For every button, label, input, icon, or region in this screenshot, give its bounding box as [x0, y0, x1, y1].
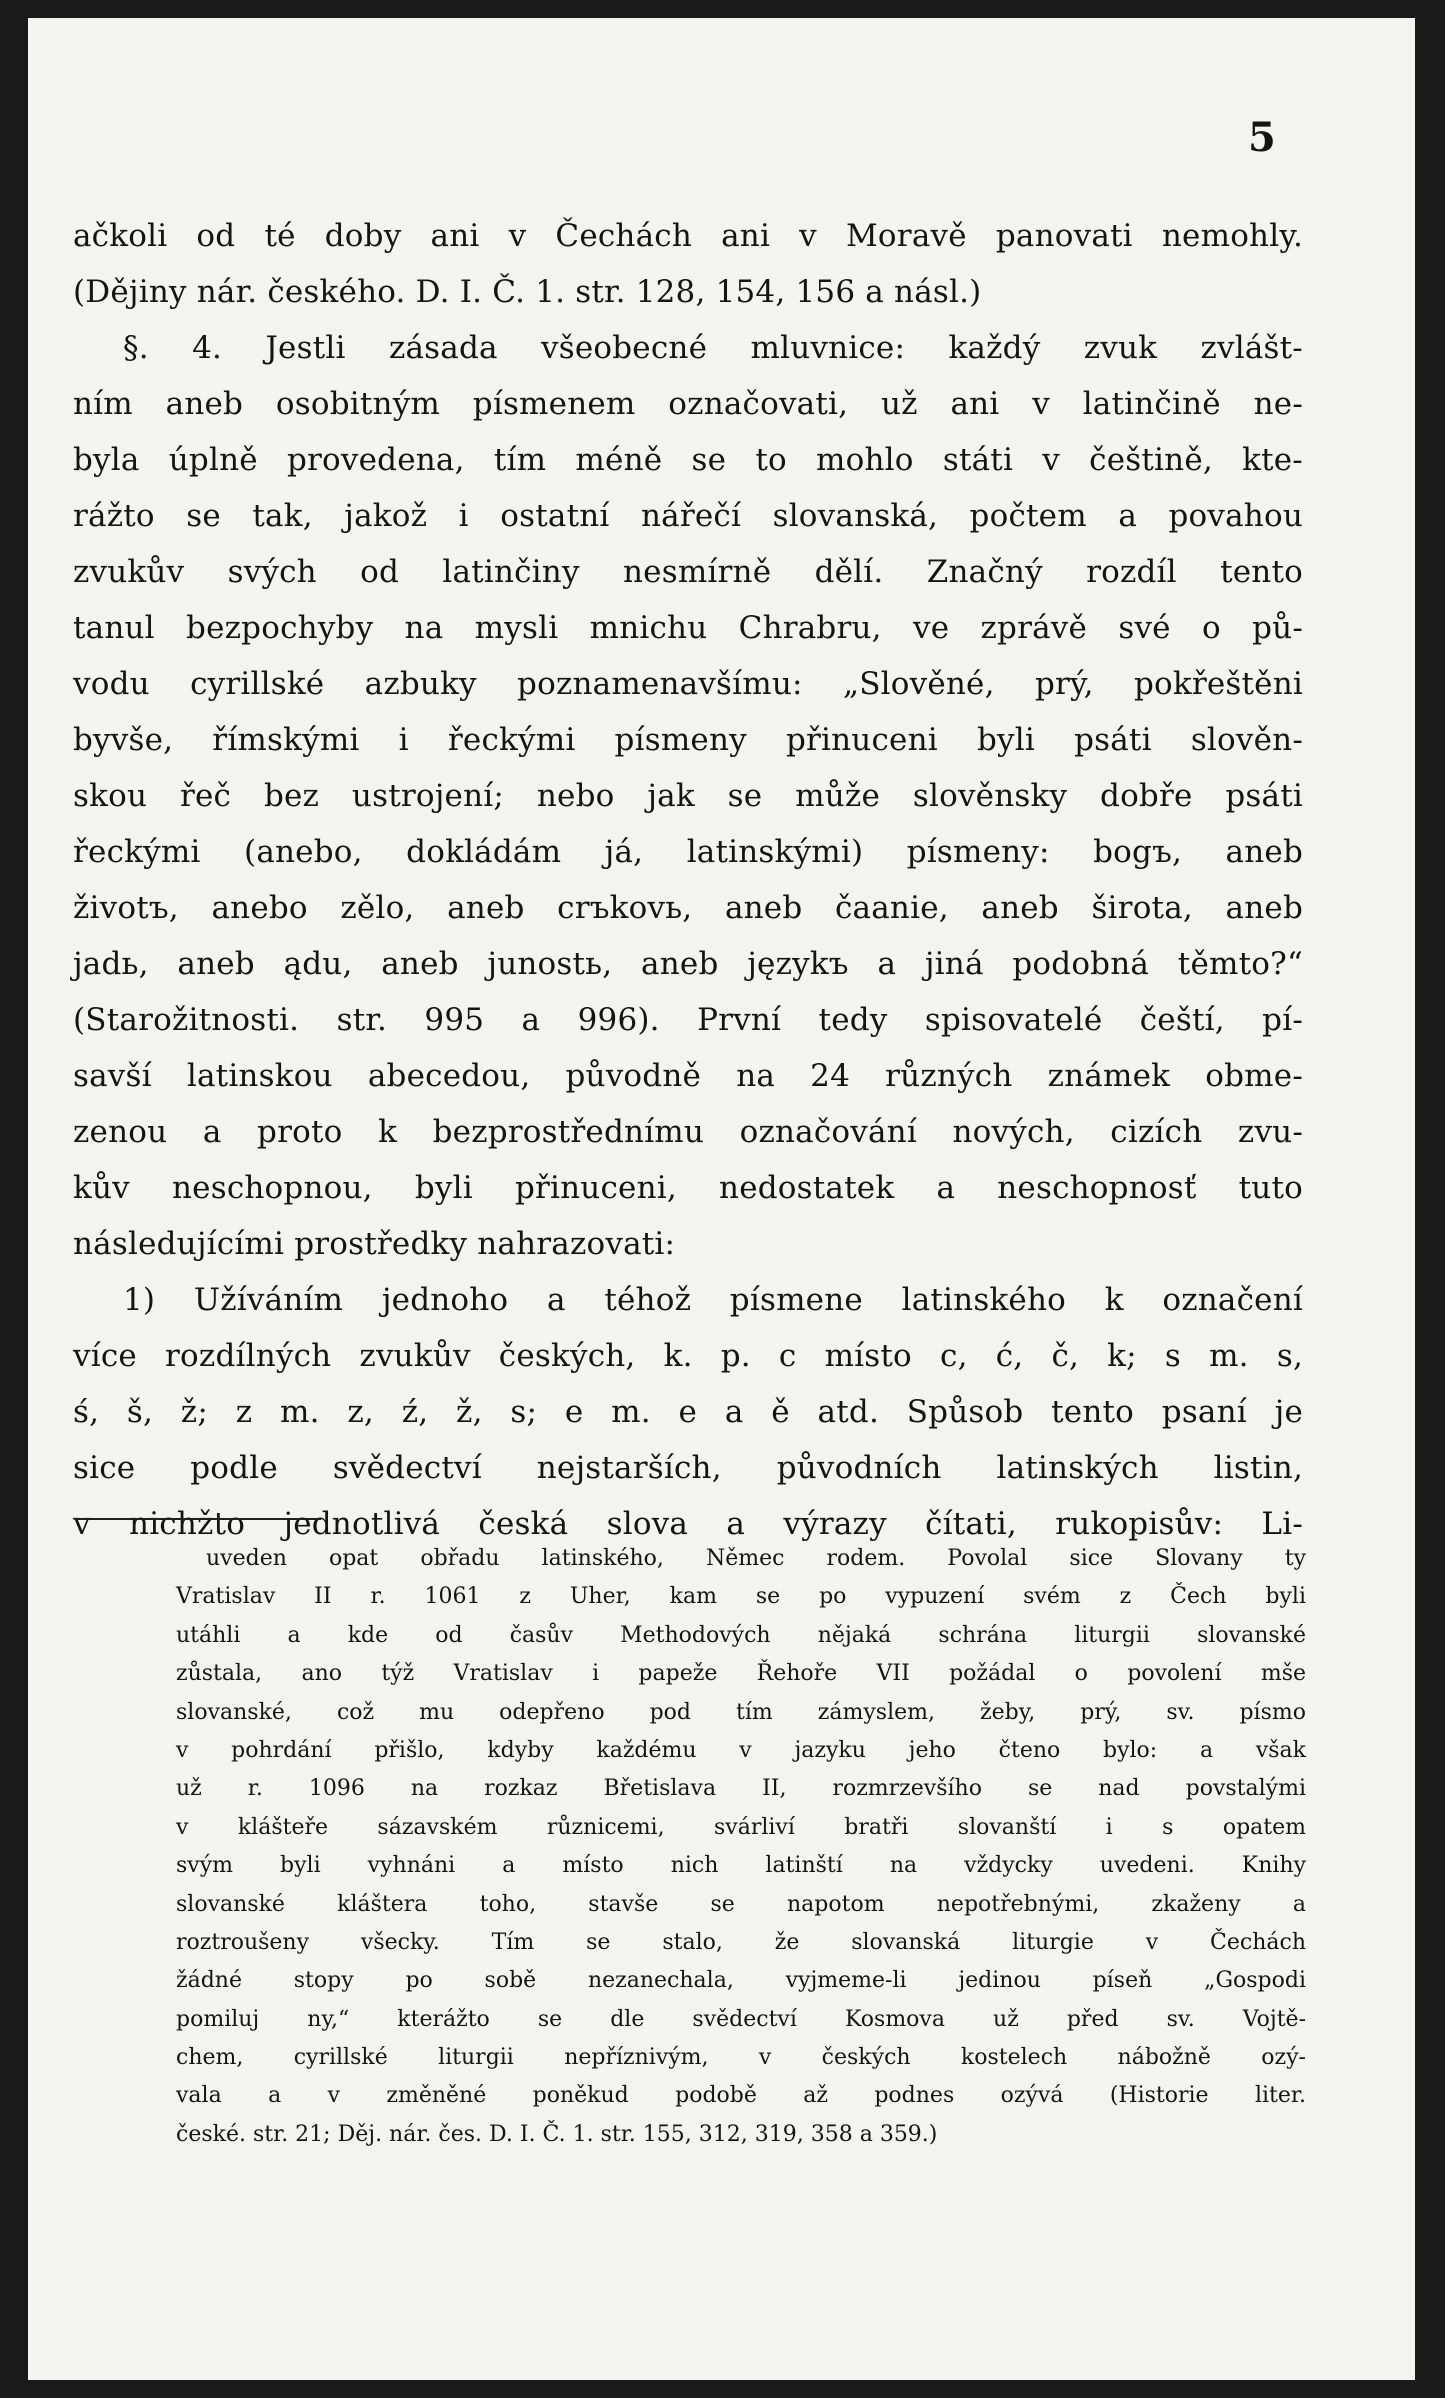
page-number: 5	[1248, 114, 1276, 161]
text-line: vodu cyrillské azbuky poznamenavšímu: „Slověné, prý, pokřeštěni	[73, 666, 1303, 702]
text-line: tanul bezpochyby na mysli mnichu Chrabru, ve zprávě své o pů-	[73, 610, 1303, 646]
footnote	[176, 1540, 1306, 2154]
text-line: (Starožitnosti. str. 995 a 996). První tedy spisovatelé čeští, pí-	[73, 1002, 1303, 1038]
text-line: v nichžto jednotlivá česká slova a výrazy čítati, rukopisův: Li-	[73, 1506, 1303, 1542]
text-line: více rozdílných zvukův českých, k. p. c místo c, ć, č, k; s m. s,	[73, 1338, 1303, 1374]
section-heading-line: §. 4. Jestli zásada všeobecné mluvnice: každý zvuk zvlášt-	[123, 330, 1303, 366]
text-line: zenou a proto k bezprostřednímu označování nových, cizích zvu-	[73, 1114, 1303, 1150]
text-line: savší latinskou abecedou, původně na 24 různých známek obme-	[73, 1058, 1303, 1094]
text-line: kův neschopnou, byli přinuceni, nedostatek a neschopnosť tuto	[73, 1170, 1303, 1206]
text-line: životъ, anebo zělo, aneb crъkovь, aneb čaanie, aneb širota, aneb	[73, 890, 1303, 926]
text-line: ś, š, ž; z m. z, ź, ž, s; e m. e a ě atd. Spůsob tento psaní je	[73, 1394, 1303, 1430]
text-line: zvukův svých od latinčiny nesmírně dělí. Značný rozdíl tento	[73, 554, 1303, 590]
footnote-line: v pohrdání přišlo, kdyby každému v jazyku jeho čteno bylo: a však	[176, 1737, 1306, 1763]
text-line: sice podle svědectví nejstarších, původních latinských listin,	[73, 1450, 1303, 1486]
footnote-line: zůstala, ano týž Vratislav i papeže Řehoře VII požádal o povolení mše	[176, 1661, 1306, 1687]
footnote-line: roztroušeny všecky. Tím se stalo, že slovanská liturgie v Čechách	[176, 1929, 1306, 1955]
footnote-line: Vratislav II r. 1061 z Uher, kam se po vypuzení svém z Čech byli	[176, 1584, 1306, 1610]
main-text	[73, 208, 1303, 1552]
footnote-line: vala a v změněné poněkud podobě až podnes ozývá (Historie liter.	[176, 2083, 1306, 2109]
text-line: rážto se tak, jakož i ostatní nářečí slovanská, počtem a povahou	[73, 498, 1303, 534]
text-line: ním aneb osobitným písmenem označovati, už ani v latinčině ne-	[73, 386, 1303, 422]
footnote-line: utáhli a kde od časův Methodových nějaká schrána liturgii slovanské	[176, 1622, 1306, 1648]
footnote-divider	[76, 1518, 321, 1520]
footnote-line: žádné stopy po sobě nezanechala, vyjmeme-li jedinou píseň „Gospodi	[176, 1968, 1306, 1994]
text-line: jadь, aneb ądu, aneb junostь, aneb językъ a jiná podobná těmto?“	[73, 946, 1303, 982]
text-line: skou řeč bez ustrojení; nebo jak se může slověnsky dobře psáti	[73, 778, 1303, 814]
footnote-line: v klášteře sázavském různicemi, svárliví bratři slovanští i s opatem	[176, 1814, 1306, 1840]
footnote-line: uveden opat obřadu latinského, Němec rodem. Povolal sice Slovany ty	[206, 1546, 1306, 1571]
text-line: 1) Užíváním jednoho a téhož písmene latinského k označení	[123, 1282, 1303, 1318]
footnote-line: slovanské kláštera toho, stavše se napotom nepotřebnými, zkaženy a	[176, 1891, 1306, 1917]
text-line: (Dějiny nár. českého. D. I. Č. 1. str. 128, 154, 156 a násl.)	[73, 274, 982, 310]
text-line: byvše, římskými i řeckými písmeny přinuceni byli psáti slověn-	[73, 722, 1303, 758]
footnote-line: české. str. 21; Děj. nár. čes. D. I. Č. 1. str. 155, 312, 319, 358 a 359.)	[176, 2121, 938, 2147]
text-line: následujícími prostředky nahrazovati:	[73, 1226, 676, 1262]
text-line: řeckými (anebo, dokládám já, latinskými) písmeny: bogъ, aneb	[73, 834, 1303, 870]
footnote-line: chem, cyrillské liturgii nepříznivým, v českých kostelech nábožně ozý-	[176, 2045, 1306, 2071]
text-line: ačkoli od té doby ani v Čechách ani v Moravě panovati nemohly.	[73, 218, 1303, 254]
footnote-line: svým byli vyhnáni a místo nich latinští na vždycky uvedeni. Knihy	[176, 1853, 1306, 1879]
footnote-line: slovanské, což mu odepřeno pod tím zámyslem, žeby, prý, sv. písmo	[176, 1699, 1306, 1725]
footnote-line: pomiluj ny,“ kterážto se dle svědectví Kosmova už před sv. Vojtě-	[176, 2006, 1306, 2032]
text-line: byla úplně provedena, tím méně se to mohlo státi v češtině, kte-	[73, 442, 1303, 478]
book-page	[28, 18, 1415, 2380]
footnote-line: už r. 1096 na rozkaz Břetislava II, rozmrzevšího se nad povstalými	[176, 1776, 1306, 1802]
